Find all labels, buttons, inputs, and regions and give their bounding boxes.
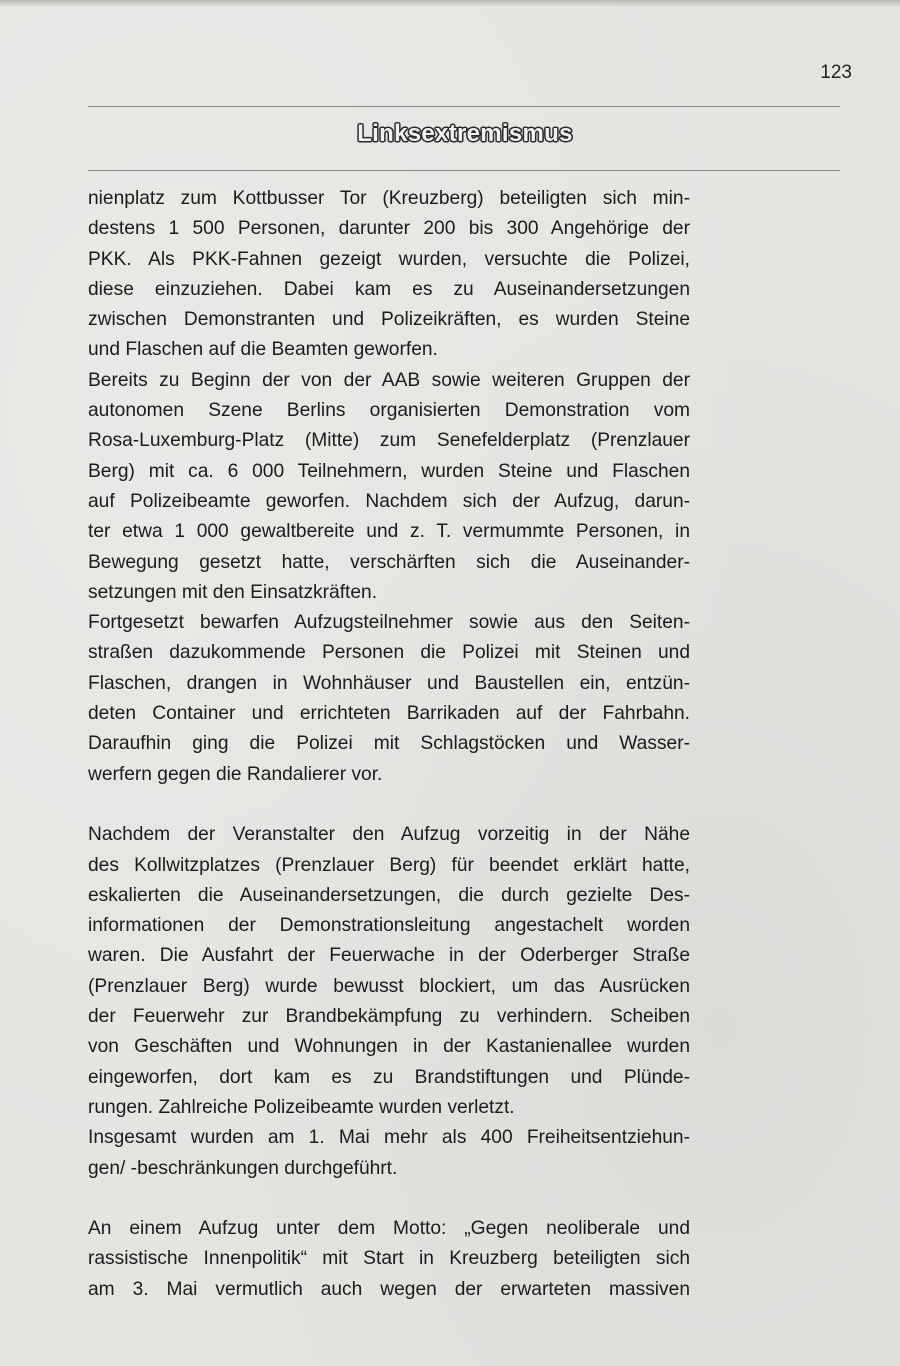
text-line: Daraufhin ging die Polizei mit Schlagstöcken und Wasser- [88,733,690,755]
text-line: waren. Die Ausfahrt der Feuerwache in der Oderberger Straße [88,945,690,967]
chapter-title: Linksextremismus [357,120,573,147]
text-line: Rosa-Luxemburg-Platz (Mitte) zum Senefelderplatz (Prenzlauer [88,430,690,452]
text-line: gen/ -beschränkungen durchgeführt. [88,1157,398,1179]
text-line: Fortgesetzt bewarfen Aufzugsteilnehmer sowie aus den Seiten- [88,612,690,634]
text-line: diese einzuziehen. Dabei kam es zu Auseinandersetzungen [88,278,690,300]
header-rule-bottom [88,170,840,171]
text-line: der Feuerwehr zur Brandbekämpfung zu verhindern. Scheiben [88,1006,690,1028]
text-line: und Flaschen auf die Beamten geworfen. [88,339,438,361]
text-line: rassistische Innenpolitik“ mit Start in Kreuzberg beteiligten sich [88,1248,690,1270]
text-line: Berg) mit ca. 6 000 Teilnehmern, wurden Steine und Flaschen [88,460,690,482]
text-line: Flaschen, drangen in Wohnhäuser und Baustellen ein, entzün- [88,672,690,694]
page-number: 123 [820,62,852,83]
text-line: zwischen Demonstranten und Polizeikräften, es wurden Steine [88,309,690,331]
text-line: rungen. Zahlreiche Polizeibeamte wurden verletzt. [88,1096,515,1118]
text-line: von Geschäften und Wohnungen in der Kastanienallee wurden [88,1036,690,1058]
text-line: am 3. Mai vermutlich auch wegen der erwarteten massiven [88,1278,690,1300]
header-rule-top [88,106,840,107]
text-line: destens 1 500 Personen, darunter 200 bis 300 Angehörige der [88,218,690,240]
text-line: Bereits zu Beginn der von der AAB sowie weiteren Gruppen der [88,369,690,391]
paragraph-gap [88,790,690,820]
text-line: nienplatz zum Kottbusser Tor (Kreuzberg) beteiligten sich min- [88,188,690,209]
text-line: deten Container und errichteten Barrikaden auf der Fahrbahn. [88,703,690,725]
text-line: Nachdem der Veranstalter den Aufzug vorzeitig in der Nähe [88,824,690,846]
text-line: straßen dazukommende Personen die Polizei mit Steinen und [88,642,690,664]
text-line: werfern gegen die Randalierer vor. [88,763,383,785]
text-line: Insgesamt wurden am 1. Mai mehr als 400 Freiheitsentziehun- [88,1127,690,1149]
text-line: autonomen Szene Berlins organisierten Demonstration vom [88,400,690,422]
text-line: An einem Aufzug unter dem Motto: „Gegen neoliberale und [88,1218,690,1240]
text-line: ter etwa 1 000 gewaltbereite und z. T. vermummte Personen, in [88,521,690,543]
text-line: eskalierten die Auseinandersetzungen, die durch gezielte Des- [88,884,690,906]
text-line: auf Polizeibeamte geworfen. Nachdem sich der Aufzug, darun- [88,490,690,512]
text-line: (Prenzlauer Berg) wurde bewusst blockiert, um das Ausrücken [88,975,690,997]
body-text [88,184,690,1305]
text-line: eingeworfen, dort kam es zu Brandstiftungen und Plünde- [88,1066,690,1088]
page-top-edge [0,0,900,6]
text-line: PKK. Als PKK-Fahnen gezeigt wurden, versuchte die Polizei, [88,248,690,270]
text-line: Bewegung gesetzt hatte, verschärften sich die Auseinander- [88,551,690,573]
text-line: setzungen mit den Einsatzkräften. [88,581,378,603]
text-line: des Kollwitzplatzes (Prenzlauer Berg) für beendet erklärt hatte, [88,854,690,876]
paragraph-gap [88,1184,690,1214]
text-line: informationen der Demonstrationsleitung angestachelt worden [88,915,690,937]
